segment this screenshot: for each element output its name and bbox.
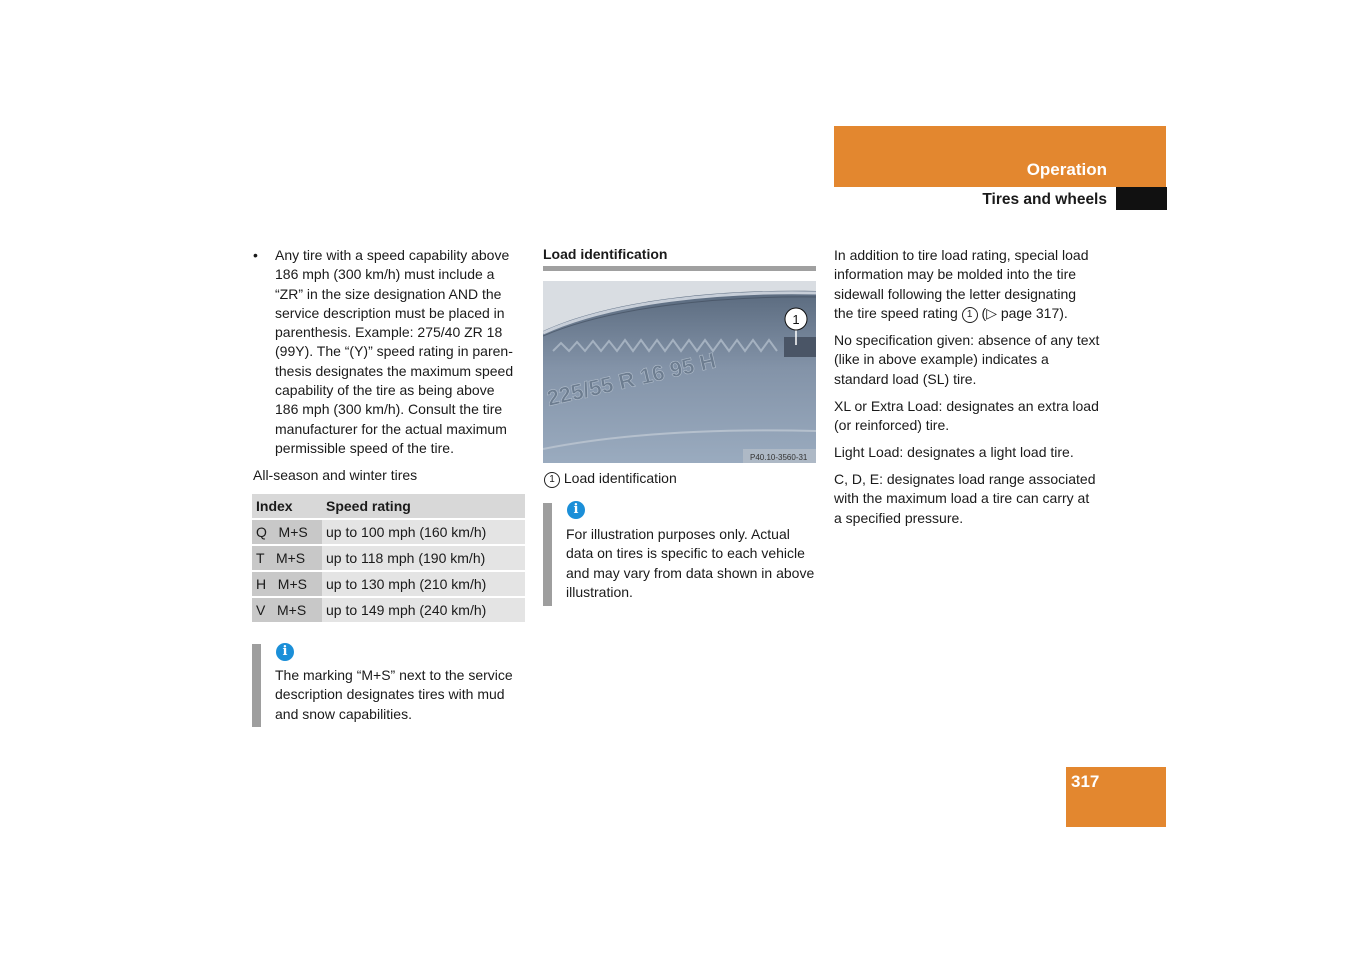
- text-line: and may vary from data shown in above: [566, 564, 815, 581]
- text-line: In addition to tire load rating, special load: [834, 247, 1089, 263]
- info-icon: i: [276, 643, 294, 661]
- text-line: XL or Extra Load: designates an extra load: [834, 398, 1099, 414]
- callout-number: 1: [544, 472, 560, 488]
- paragraph-special-load: [834, 246, 1089, 323]
- text-line: manufacturer for the actual maximum: [275, 420, 507, 437]
- section-title: Operation: [1026, 160, 1107, 179]
- table-header-row: [252, 494, 525, 519]
- text-line: capability of the tire as being above: [275, 382, 495, 399]
- table-cell-index: H M+S: [252, 571, 322, 597]
- speed-rating-table: [252, 494, 525, 622]
- text-line: Any tire with a speed capability above: [275, 247, 510, 263]
- table-cell-rating: up to 149 mph (240 km/h): [322, 597, 525, 622]
- note-bar: [252, 644, 261, 727]
- table-cell-rating: up to 100 mph (160 km/h): [322, 519, 525, 545]
- paragraph-light-load: [834, 443, 1074, 462]
- table-cell-index: V M+S: [252, 597, 322, 622]
- callout-number: 1: [962, 307, 978, 323]
- text-line: service description must be placed in: [275, 304, 505, 321]
- text-line: C, D, E: designates load range associated: [834, 471, 1096, 487]
- paragraph-extra-load: [834, 397, 1099, 436]
- tire-image: [543, 281, 816, 463]
- text-fragment: the tire speed rating: [834, 304, 958, 321]
- table-row: [252, 519, 525, 545]
- text-line: (like in above example) indicates a: [834, 351, 1049, 368]
- section-rule: [543, 266, 816, 271]
- text-line: information may be molded into the tire: [834, 266, 1077, 283]
- text-line: thesis designates the maximum speed: [275, 362, 514, 379]
- bullet-text: [275, 246, 513, 458]
- text-line: permissible speed of the tire.: [275, 439, 454, 456]
- figure-caption: [544, 469, 677, 488]
- info-icon: i: [567, 501, 585, 519]
- text-line: data on tires is specific to each vehicle: [566, 545, 805, 562]
- text-line: The marking “M+S” next to the service: [275, 667, 513, 683]
- table-row: [252, 597, 525, 622]
- text-line: [834, 304, 1089, 323]
- text-line: description designates tires with mud: [275, 686, 505, 703]
- table-row: [252, 571, 525, 597]
- caption-text: Load identification: [563, 470, 677, 486]
- page-number: 317: [1071, 772, 1100, 791]
- table-cell-rating: up to 118 mph (190 km/h): [322, 545, 525, 571]
- paragraph-load-range: [834, 470, 1096, 528]
- table-cell-index: T M+S: [252, 545, 322, 571]
- text-line: No specification given: absence of any text: [834, 332, 1100, 348]
- section-heading: Load identification: [543, 246, 668, 262]
- header-band: [834, 126, 1166, 187]
- bullet-marker: •: [253, 247, 258, 263]
- image-code: P40.10-3560-31: [750, 453, 808, 462]
- text-line: with the maximum load a tire can carry at: [834, 490, 1090, 507]
- text-line: Light Load: designates a light load tire.: [834, 444, 1074, 460]
- text-line: parenthesis. Example: 275/40 ZR 18: [275, 324, 503, 341]
- text-line: standard load (SL) tire.: [834, 370, 977, 387]
- header-tab-marker: [1116, 187, 1167, 210]
- text-line: 186 mph (300 km/h). Consult the tire: [275, 401, 503, 418]
- table-header-rating: Speed rating: [322, 494, 525, 519]
- page-reference-link[interactable]: (▷ page 317).: [981, 304, 1068, 321]
- note-text: [275, 666, 513, 724]
- table-row: [252, 545, 525, 571]
- sidewall-marking: 225/55 R 16 95 H: [544, 347, 719, 411]
- table-cell-index: Q M+S: [252, 519, 322, 545]
- text-line: “ZR” in the size designation AND the: [275, 285, 502, 302]
- text-line: For illustration purposes only. Actual: [566, 526, 790, 542]
- text-line: and snow capabilities.: [275, 705, 412, 722]
- subsection-title: Tires and wheels: [982, 191, 1107, 208]
- text-line: 186 mph (300 km/h) must include a: [275, 266, 495, 283]
- table-header-index: Index: [252, 494, 322, 519]
- text-line: a specified pressure.: [834, 509, 964, 526]
- tire-illustration: [543, 281, 816, 463]
- text-line: (or reinforced) tire.: [834, 417, 950, 434]
- note-bar: [543, 503, 552, 606]
- table-caption: All-season and winter tires: [253, 467, 418, 483]
- paragraph-no-spec: [834, 331, 1099, 389]
- callout-1: 1: [792, 312, 800, 327]
- text-line: illustration.: [566, 583, 633, 600]
- table-cell-rating: up to 130 mph (210 km/h): [322, 571, 525, 597]
- text-line: (99Y). The “(Y)” speed rating in paren-: [275, 343, 513, 360]
- note-text: [566, 525, 814, 602]
- text-line: sidewall following the letter designating: [834, 285, 1077, 302]
